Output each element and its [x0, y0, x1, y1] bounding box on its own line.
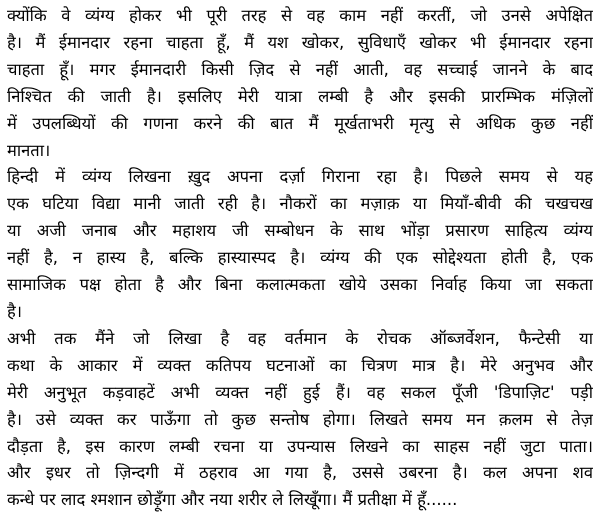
text-line: या अजी जनाब और महाशय जी सम्बोधन के साथ भोंड़ा प्रसारण साहित्य व्यंग्य — [7, 221, 593, 241]
text-line: एक घटिया विद्या मानी जाती रही है। नौकरों का मज़ाक़ या मियाँ-बीवी की चखचख — [7, 194, 593, 214]
text-line: है। उसे व्यक्त कर पाऊँगा तो कुछ सन्तोष होगा। लिखते समय मन क़लम से तेज़ — [7, 409, 593, 429]
paragraph-2 — [7, 164, 593, 325]
text-line: मानता। — [7, 140, 51, 160]
text-line: सामाजिक पक्ष होता है और बिना कलात्मकता खोये उसका निर्वाह किया जा सकता — [7, 275, 593, 295]
text-line: और इधर तो ज़िन्दगी में ठहराव आ गया है, उससे उबरना है। कल अपना शव — [7, 463, 593, 483]
text-line: नहीं है, न हास्य है, बल्कि हास्यास्पद है। व्यंग्य की एक सोद्देश्यता होती है, एक — [7, 248, 593, 268]
text-line: दौड़ता है, इस कारण लम्बी रचना या उपन्यास लिखने का साहस नहीं जुटा पाता। — [7, 436, 593, 456]
text-line: क्योंकि वे व्यंग्य होकर भी पूरी तरह से वह काम नहीं करतीं, जो उनसे अपेक्षित — [7, 6, 593, 25]
text-line: चाहता हूँ। मगर ईमानदारी किसी ज़िद से नहीं आती, वह सच्चाई जानने के बाद — [7, 59, 593, 79]
text-line: अभी तक मैंने जो लिखा है वह वर्तमान के रोचक ऑब्जर्वेशन, फैन्टेसी या — [7, 328, 593, 348]
text-line: हिन्दी में व्यंग्य लिखना ख़ुद अपना दर्ज़ा गिराना रहा है। पिछले समय से यह — [7, 167, 593, 187]
text-line: है। मैं ईमानदार रहना चाहता हूँ, मैं यश खोकर, सुविधाएँ खोकर भी ईमानदार रहना — [7, 32, 593, 52]
text-line: निश्चित की जाती है। इसलिए मेरी यात्रा लम्बी है और इसकी प्रारम्भिक मंज़िलों — [7, 86, 593, 106]
text-line: में उपलब्धियों की गणना करने की बात मैं मूर्खताभरी मृत्यु से अधिक कुछ नहीं — [7, 113, 593, 133]
text-line: कन्धे पर लाद श्मशान छोड़ूँगा और नया शरीर ले लिखूँगा। मैं प्रतीक्षा में हूँ...... — [7, 490, 458, 510]
text-line: मेरी अनुभूत कड़वाहटें अभी व्यक्त नहीं हुई हैं। वह सकल पूँजी 'डिपाज़िट' पड़ी — [7, 382, 593, 402]
text-line: है। — [7, 301, 23, 321]
paragraph-1 — [7, 3, 593, 164]
text-line: कथा के आकार में व्यक्त कतिपय घटनाओं का चित्रण मात्र है। मेरे अनुभव और — [7, 355, 593, 375]
paragraph-3 — [7, 326, 593, 514]
